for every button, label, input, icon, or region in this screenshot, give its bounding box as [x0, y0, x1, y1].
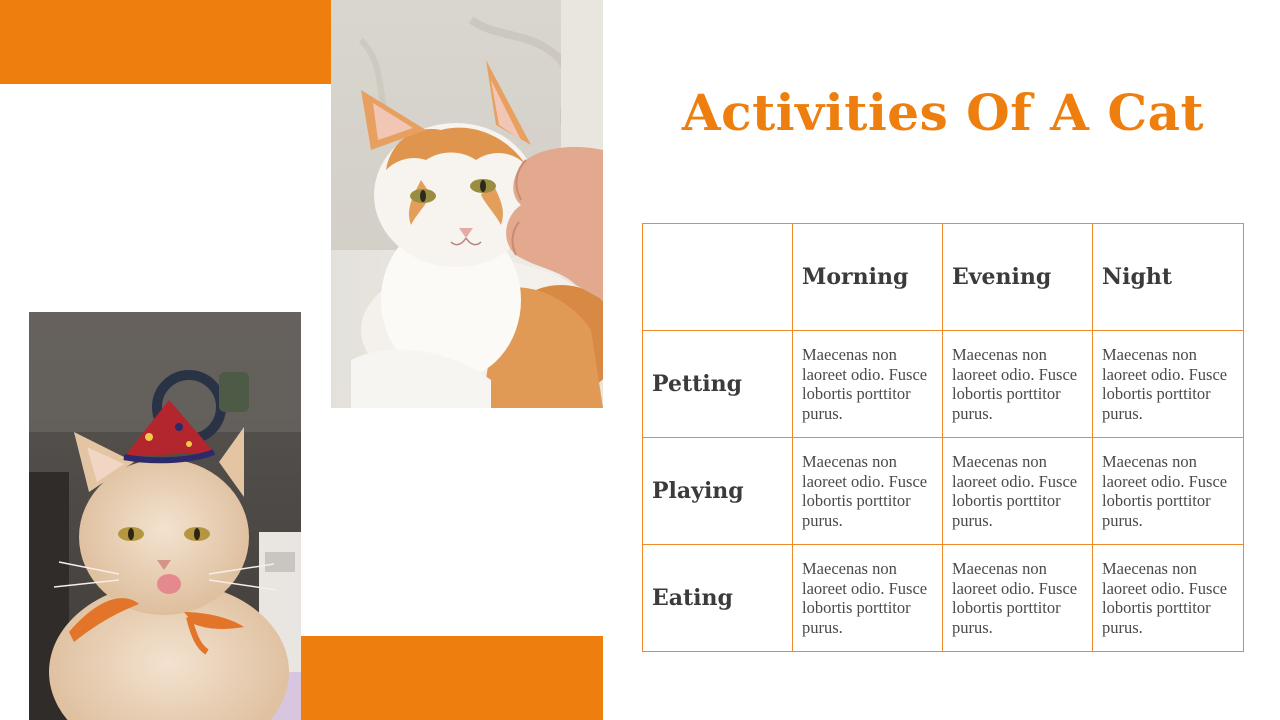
table-row	[643, 331, 1244, 438]
cat-petted-photo	[331, 0, 603, 408]
table-cell: Maecenas non laoreet odio. Fusce lobortis porttitor purus.	[793, 331, 943, 438]
table-cell: Maecenas non laoreet odio. Fusce lobortis porttitor purus.	[943, 545, 1093, 652]
row-label-petting: Petting	[643, 331, 793, 438]
table-row	[643, 545, 1244, 652]
row-label-eating: Eating	[643, 545, 793, 652]
table-cell: Maecenas non laoreet odio. Fusce lobortis porttitor purus.	[1093, 438, 1244, 545]
orange-accent-block-top	[0, 0, 331, 84]
table-row	[643, 438, 1244, 545]
table-cell: Maecenas non laoreet odio. Fusce lobortis porttitor purus.	[943, 438, 1093, 545]
page-title: Activities Of A Cat	[681, 83, 1205, 142]
table-cell: Maecenas non laoreet odio. Fusce lobortis porttitor purus.	[793, 438, 943, 545]
row-label-playing: Playing	[643, 438, 793, 545]
table-cell: Maecenas non laoreet odio. Fusce lobortis porttitor purus.	[793, 545, 943, 652]
table-cell: Maecenas non laoreet odio. Fusce lobortis porttitor purus.	[1093, 331, 1244, 438]
cat-party-hat-illustration	[29, 312, 301, 720]
table-header-row	[643, 224, 1244, 331]
cat-petted-illustration	[331, 0, 603, 408]
cat-party-hat-photo	[29, 312, 301, 720]
table-cell: Maecenas non laoreet odio. Fusce lobortis porttitor purus.	[943, 331, 1093, 438]
orange-accent-block-bottom	[301, 636, 603, 720]
activities-table	[642, 223, 1244, 652]
table-cell: Maecenas non laoreet odio. Fusce lobortis porttitor purus.	[1093, 545, 1244, 652]
header-cell-empty	[643, 224, 793, 331]
header-cell-night: Night	[1093, 224, 1244, 331]
header-cell-morning: Morning	[793, 224, 943, 331]
header-cell-evening: Evening	[943, 224, 1093, 331]
